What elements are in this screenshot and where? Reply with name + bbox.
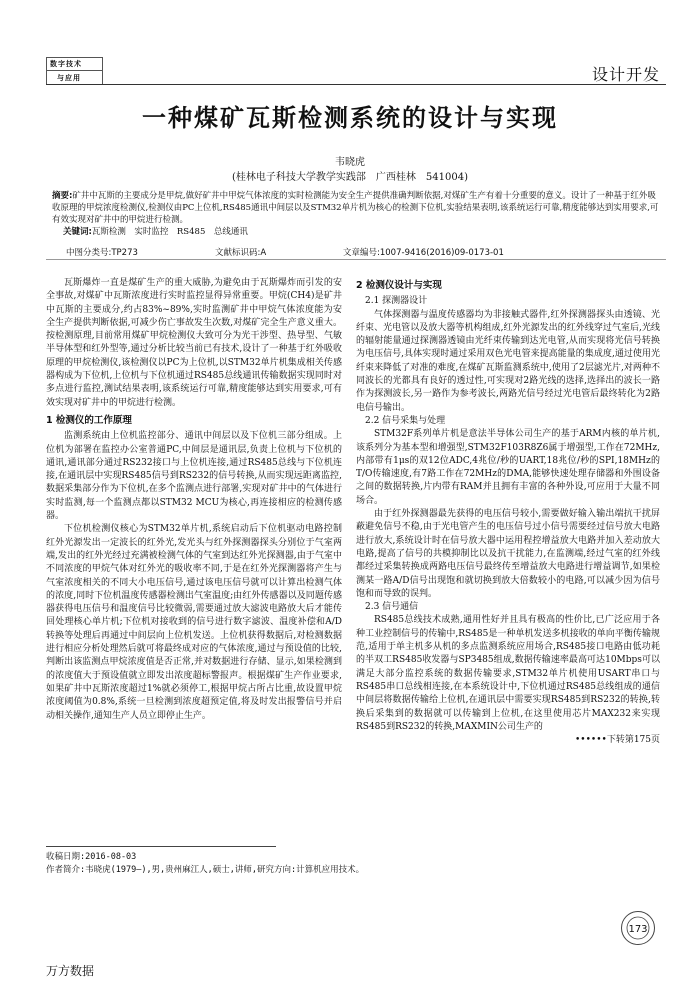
paper-author: 韦晓虎 [335, 157, 365, 168]
received-date: 收稿日期:2016-08-03 [46, 852, 137, 862]
section-2-1-paragraph: 气体探测器与温度传感器均为非接触式器件,红外探测器探头由透镜、光纤束、光电管以及放大器等机构组成,红外光源发出的红外线穿过气室后,光线的辐射能量通过探测器透镜由光纤束传输到达光电管,从而实现将光信号转换为电压信号,具体实现时通过采用双色光电管来提高能量的集成度,通过使用光纤束来降低了对准的难度,在煤矿瓦斯监测系统中,使用了2层滤光片,对两种不同波长的光都具有良好的透过性,可实现对2路光线的选择,选择出的波长一路作为探测波长,另一路作为参考波长,两路光信号经过光电管后最终转化为2路电信号输出。 [356, 309, 660, 413]
paper-affiliation: (桂林电子科技大学教学实践部 广西桂林 541004) [232, 172, 468, 183]
abstract [52, 190, 660, 226]
left-column [46, 277, 342, 723]
header-rule [46, 84, 666, 85]
section-label: 设计开发 [591, 65, 660, 84]
author-bio: 作者简介:韦晓虎(1979—),男,贵州麻江人,硕士,讲师,研究方向:计算机应用技术。 [46, 865, 365, 875]
page-number: 173 [628, 924, 648, 935]
section-2-2-paragraph-1: STM32F系列单片机是意法半导体公司生产的基于ARM内核的单片机,该系列分为基本型和增强型,STM32F103R8Z6属于增强型,工作在72MHz,内部带有1μs的双12位ADC,4兆位/秒的UART,18兆位/秒的SPI,18MHz的T/O传输速度,有7路工作在72MHz的DMA,能够快速处理存储器和外围设备之间的数据转换,片内带有RAM并且拥有丰富的各种外设,可应用于大量不同场合。 [356, 429, 660, 506]
abstract-text: 矿井中瓦斯的主要成分是甲烷,做好矿井中甲烷气体浓度的实时检测能为安全生产提供准确判断依据,对煤矿生产有着十分重要的意义。设计了一种基于红外吸收原理的甲烷浓度检测仪,检测仪由PC上位机,RS485通讯中间层以及STM32单片机为核心的检测下位机,实验结果表明,该系统运行可靠,精度能够达到实用要求,可有效实现对矿井中的甲烷进行检测。 [52, 191, 659, 225]
journal-name-line1: 数字技术 [50, 59, 82, 68]
page-number-seal [620, 910, 656, 946]
section-2-2-heading: 2.2 信号采集与处理 [365, 415, 446, 426]
journal-name-line2: 与应用 [57, 73, 81, 82]
document-code: 文献标识码:A [215, 248, 267, 258]
section-2-1-heading: 2.1 探测器设计 [365, 296, 428, 307]
article-number: 文章编号:1007-9416(2016)09-0173-01 [343, 248, 504, 258]
section-1-paragraph-2: 下位机检测仪核心为STM32单片机,系统启动后下位机驱动电路控制红外光源发出一定波长的红外光,发光头与红外探测器探头分别位于气室两端,发出的红外光经过充满被检测气体的气室到达红外光探测器,由于气室中不同浓度的甲烷气体对红外光的吸收率不同,于是在红外光探测器将产生与气室浓度相关的不同大小电压信号,通过该电压信号就可以计算出检测气体的浓度,同时下位机温度传感器检测出气室温度;由红外传感器以及同题传感器获得电压信号和温度信号比较微弱,需要通过放大滤波电路放大后才能传回处理核心单片机;下位机对接收到的信号进行数字滤波、温度补偿和A/D转换等处理后再通过中间层向上位机发送。上位机获得数据后,对检测数据进行相应分析处理然后就可将最终成对应的气体浓度,通过与预设值的比较,判断出该监测点甲烷浓度值是否正常,并对数据进行存储、显示,如果检测到的浓度值大于预设值就立即发出浓度超标警报声。根据煤矿生产作业要求,如果矿井中瓦斯浓度超过1%就必须停工,根据甲烷占所占比重,故设置甲烷浓度阈值为0.8%,系统一旦检测到浓度超预定值,将及时发出报警信号并启动相关操作,通知生产人员立即停止生产。 [46, 524, 342, 721]
keywords [52, 226, 660, 238]
section-2-2-paragraph-2: 由于红外探测器最先获得的电压信号较小,需要做好输入输出端抗干扰屏蔽避免信号不稳,由于光电管产生的电压信号过小信号需要经过信号放大电路进行放大,系统设计时在信号放大器中运用程控增益放大电路并加入差动放大电路,提高了信号的共模抑制比以及抗干扰能力,在监测端,经过气室的红外线都经过采集转换成两路电压信号最终传至增益放大电路进行增益调节,如果检测某一路A/D信号出现饱和就切换到放大倍数较小的电路,可以减少因为信号饱和而导致的误判。 [356, 509, 660, 599]
section-1-paragraph-1: 监测系统由上位机监控部分、通讯中间层以及下位机三部分组成。上位机为部署在监控办公室普通PC,中间层是通讯层,负责上位机与下位机的通讯,通讯部分通过RS232接口与上位机连接,通过RS485总线与下位机连接,在通讯层中实现RS485信号到RS232的信号转换,从而实现远距离监控,数据采集部分作为下位机,在多个监测点进行部署,实现对矿井中的气体进行实时监测,每一个监测点都以STM32 MCU为核心,再连接相应的检测传感器。 [46, 431, 342, 522]
abstract-block [52, 190, 660, 238]
journal-divider [47, 70, 102, 71]
wanfang-watermark: 万方数据 [46, 964, 95, 978]
paper-title: 一种煤矿瓦斯检测系统的设计与实现 [142, 103, 558, 132]
section-1-heading: 1 检测仪的工作原理 [46, 414, 132, 426]
seal-icon [620, 910, 656, 946]
section-2-3-heading: 2.3 信号通信 [365, 602, 419, 613]
abstract-label: 摘要: [52, 191, 73, 201]
meta-rule [46, 259, 666, 260]
section-2-3-paragraph: RS485总线技术成熟,通用性好并且具有极高的性价比,已广泛应用于各种工业控制信号的传输中,RS485是一种单机发送多机接收的单向平衡传输规范,适用于单主机多从机的多点监测系统应用场合,RS485接口电路由低功耗的半双工RS485收发器与SP3485组成,数据传输速率最高可达10Mbps可以满足大部分监控系统的数据传输要求,STM32单片机使用USART串口与RS485串口总线相连接,在本系统设计中,下位机通过RS485总线组成的通信中间层将数据传输给上位机,在通讯层中需要实现RS485到RS232的转换,转换后采集到的数据就可以传输到上位机,在这里使用芯片MAX232来实现RS485到RS232的转换,MAXMIN公司生产的 [356, 615, 660, 732]
right-column [356, 277, 660, 747]
section-2-heading: 2 检测仪设计与实现 [356, 280, 442, 291]
clc-number: 中图分类号:TP273 [66, 248, 138, 258]
intro-paragraph: 瓦斯爆炸一直是煤矿生产的重大威胁,为避免由于瓦斯爆炸而引发的安全事故,对煤矿中瓦斯浓度进行实时监控显得异常重要。甲烷(CH4)是矿井中瓦斯的主要成分,约占83%~89%,实时监测矿井中甲烷气体浓度能为安全生产提供判断依据,可减少伤亡事故发生次数,对煤矿完全生产意义重大。按检测原理,目前常用煤矿甲烷检测仪大致可分为光干涉型、热导型、气敏半导体型和红外型等,通过分析比较当前已有技术,设计了一种基于红外吸收原理的甲烷检测仪,该检测仪以PC为上位机,以STM32单片机集成相关传感器构成为下位机,上位机与下位机通过RS485总线通讯传输数据实现同时对多点进行监控,测试结果表明,该系统运行可靠,精度能够达到实用要求,可有效实现对矿井中的甲烷进行检测。 [46, 278, 342, 408]
keywords-text: 瓦斯检测 实时监控 RS485 总线通讯 [91, 227, 248, 237]
keywords-label: 关键词: [63, 227, 92, 237]
continued-note: ••••••下转第175页 [574, 735, 660, 746]
footnote-rule [46, 846, 276, 847]
journal-logo-box [46, 57, 103, 85]
